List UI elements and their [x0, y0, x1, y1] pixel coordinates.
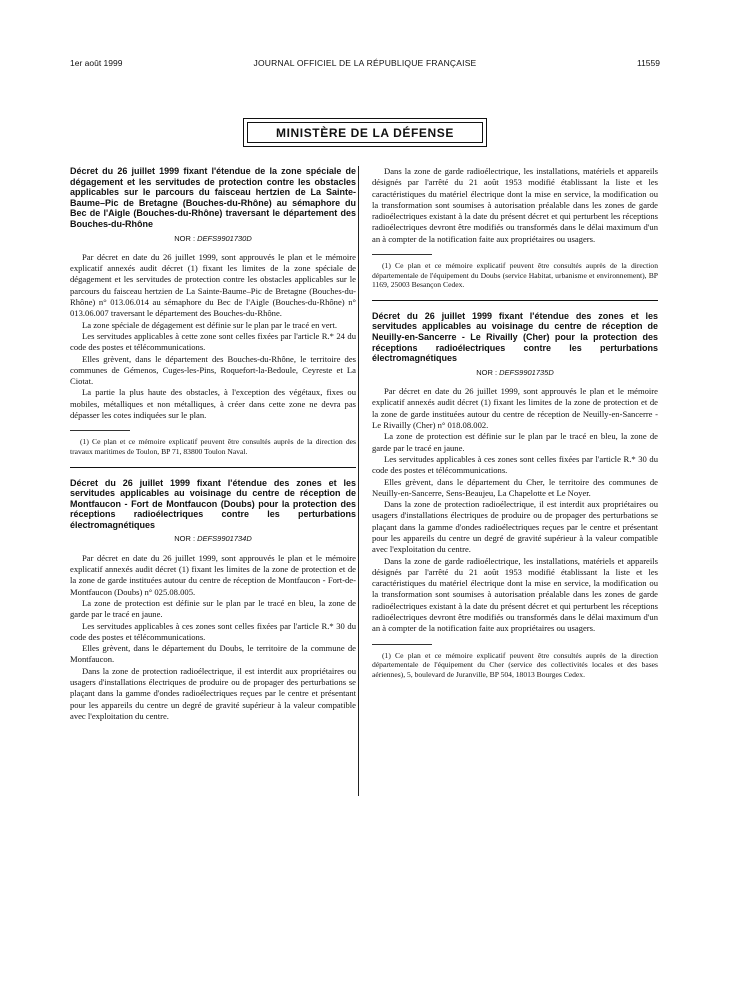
paragraph: Elles grèvent, dans le département du Cher, le territoire des communes de Neuilly-en-Sancerre, Sens-Beaujeu, La Chapelotte et Le Noyer. — [372, 476, 658, 498]
nor-label: NOR : — [174, 534, 198, 544]
paragraph: Dans la zone de garde radioélectrique, les installations, matériels et appareils désignés par l'arrêté du 21 août 1953 modifié établissant la liste et les caractéristiques du matériel électrique dont la mise en service, la modification ou la transformation sont soumises à autorisation préalable dans les zones de garde radioélectriques existant à la date du présent décret et qui perturbent les réceptions radioélectriques devront être modifiés ou transformés dans le délai maximum d'un an à compter de la notification faite aux propriétaires ou usagers. — [372, 166, 658, 244]
decree-title: Décret du 26 juillet 1999 fixant l'étendue de la zone spéciale de dégagement et les servitudes de protection contre les obstacles applicables sur le parcours du faisceau hertzien de La Sainte-Baume–Pic de Bretagne (Bouches-du-Rhône) au sémaphore du Bec de l'Aigle (Bouches-du-Rhône) traversant le département des Bouches-du-Rhône — [70, 166, 356, 229]
paragraph: Dans la zone de garde radioélectrique, les installations, matériels et appareils désignés par l'arrêté du 21 août 1953 modifié établissant la liste et les caractéristiques du matériel électrique dont la mise en service, la modification ou la transformation sont soumises à autorisation préalable dans les zones de garde radioélectriques existant à la date du présent décret et qui perturbent les réceptions radioélectriques devront être modifiés ou transformés dans le délai maximum d'un an à compter de la notification faite aux propriétaires ou usagers. — [372, 555, 658, 634]
paragraph: Elles grèvent, dans le département du Doubs, le territoire de la commune de Montfaucon. — [70, 643, 356, 665]
paragraph: Les servitudes applicables à ces zones sont celles fixées par l'article R.* 30 du code des postes et télécommunications. — [372, 453, 658, 476]
page-number: 11559 — [636, 58, 660, 68]
decree-title: Décret du 26 juillet 1999 fixant l'étendue des zones et les servitudes applicables au voisinage du centre de réception de Neuilly-en-Sancerre - Le Rivailly (Cher) pour la protection des réceptions radioélectriques contre les perturbations électromagnétiques — [372, 310, 658, 364]
paragraph: Dans la zone de protection radioélectrique, il est interdit aux propriétaires ou usagers d'installations électriques de produire ou de propager des perturbations se plaçant dans la gamme d'ondes radioélectriques reçues par le centre et présentant pour les appareils du centre un degré de gravité supérieur à la valeur compatible avec l'exploitation du centre. — [372, 499, 658, 555]
footnote: (1) Ce plan et ce mémoire explicatif peuvent être consultés auprès de la direction départementale de l'équipement du Doubs (service Habitat, urbanisme et environnement), BP 1169, 25003 Besançon Cedex. — [372, 261, 658, 290]
ministry-box — [243, 118, 487, 147]
nor-reference — [372, 367, 658, 378]
paragraph: Elles grèvent, dans le département des Bouches-du-Rhône, le territoire des communes de Gémenos, Cuges-les-Pins, Roquefort-la-Bedoule, Ceyreste et La Ciotat. — [70, 353, 356, 387]
nor-code: DEFS9901730D — [197, 233, 252, 243]
paragraph: Par décret en date du 26 juillet 1999, sont approuvés le plan et le mémoire explicatif annexés audit décret (1) fixant les limites de la zone spéciale de dégagement et les servitudes de protection contre les obstacles applicables sur le parcours du faisceau hertzien de La Sainte-Baume–Pic de Bretagne (Bouches-du-Rhône) n° 013.06.014 au sémaphore du Bec de l'Aigle (Bouches-du-Rhône) n° 013.06.007 traversant le département des Bouches-du-Rhône. — [70, 251, 356, 319]
column-divider — [358, 166, 359, 796]
footnote: (1) Ce plan et ce mémoire explicatif peuvent être consultés auprès de la direction départementale de l'équipement du Cher (service des collectivités locales et des bases aériennes), 5, boulevard de Juranville, BP 504, 18013 Bourges Cedex. — [372, 650, 658, 679]
paragraph: La zone de protection est définie sur le plan par le tracé en bleu, la zone de garde par le tracé en jaune. — [70, 597, 356, 620]
paragraph: La zone spéciale de dégagement est définie sur le plan par le tracé en vert. — [82, 319, 338, 330]
footnote-rule — [372, 254, 432, 255]
nor-code: DEFS9901735D — [499, 367, 554, 377]
nor-code: DEFS9901734D — [197, 534, 252, 544]
right-column — [372, 166, 658, 679]
paragraph: Dans la zone de protection radioélectrique, il est interdit aux propriétaires ou usagers d'installations électriques de produire ou de propager des perturbations se plaçant dans la gamme d'ondes radioélectriques reçues par le centre et présentant pour les appareils du centre un degré de gravité supérieur à la valeur compatible avec l'exploitation du centre. — [70, 665, 356, 721]
left-column — [70, 166, 356, 722]
decree-separator — [70, 467, 356, 468]
footnote-rule — [70, 430, 130, 431]
decree-title: Décret du 26 juillet 1999 fixant l'étendue des zones et les servitudes applicables au voisinage du centre de réception de Montfaucon - Fort de Montfaucon (Doubs) pour la protection des réceptions radioélectriques contre les perturbations électromagnétiques — [70, 477, 356, 530]
journal-title: JOURNAL OFFICIEL DE LA RÉPUBLIQUE FRANÇAISE — [253, 58, 477, 68]
page-header — [70, 58, 660, 70]
paragraph: La partie la plus haute des obstacles, à l'exception des végétaux, fixes ou mobiles, métalliques et non métalliques, à créer dans cette zone ne devra pas dépasser les cotes indiquées sur le plan. — [70, 387, 356, 421]
paragraph: Par décret en date du 26 juillet 1999, sont approuvés le plan et le mémoire explicatif annexés audit décret (1) fixant les limites de la zone de protection et de la zone de garde instituées autour du centre de réception de Neuilly-en-Sancerre - Le Rivailly (Cher) n° 018.08.002. — [372, 386, 658, 431]
paragraph: La zone de protection est définie sur le plan par le tracé en bleu, la zone de garde par le tracé en jaune. — [372, 431, 658, 453]
footnote-rule — [372, 644, 432, 645]
decree-separator — [372, 300, 658, 301]
header-date: 1er août 1999 — [70, 58, 123, 68]
footnote: (1) Ce plan et ce mémoire explicatif peuvent être consultés auprès de la direction des travaux maritimes de Toulon, BP 71, 83800 Toulon Naval. — [70, 437, 356, 456]
nor-label: NOR : — [174, 233, 198, 243]
nor-label: NOR : — [476, 367, 500, 377]
nor-reference — [70, 233, 356, 244]
paragraph: Les servitudes applicables à ces zones sont celles fixées par l'article R.* 30 du code des postes et télécommunications. — [70, 620, 356, 642]
nor-reference — [70, 533, 356, 544]
paragraph: Par décret en date du 26 juillet 1999, sont approuvés le plan et le mémoire explicatif annexés audit décret (1) fixant les limites de la zone de protection et de la zone de garde instituées autour du centre de réception de Montfaucon - Fort-de-Montfaucon (Doubs) n° 025.08.005. — [70, 552, 356, 597]
ministry-title: MINISTÈRE DE LA DÉFENSE — [275, 125, 455, 140]
paragraph: Les servitudes applicables à cette zone sont celles fixées par l'article R.* 24 du code des postes et télécommunications. — [70, 330, 356, 353]
